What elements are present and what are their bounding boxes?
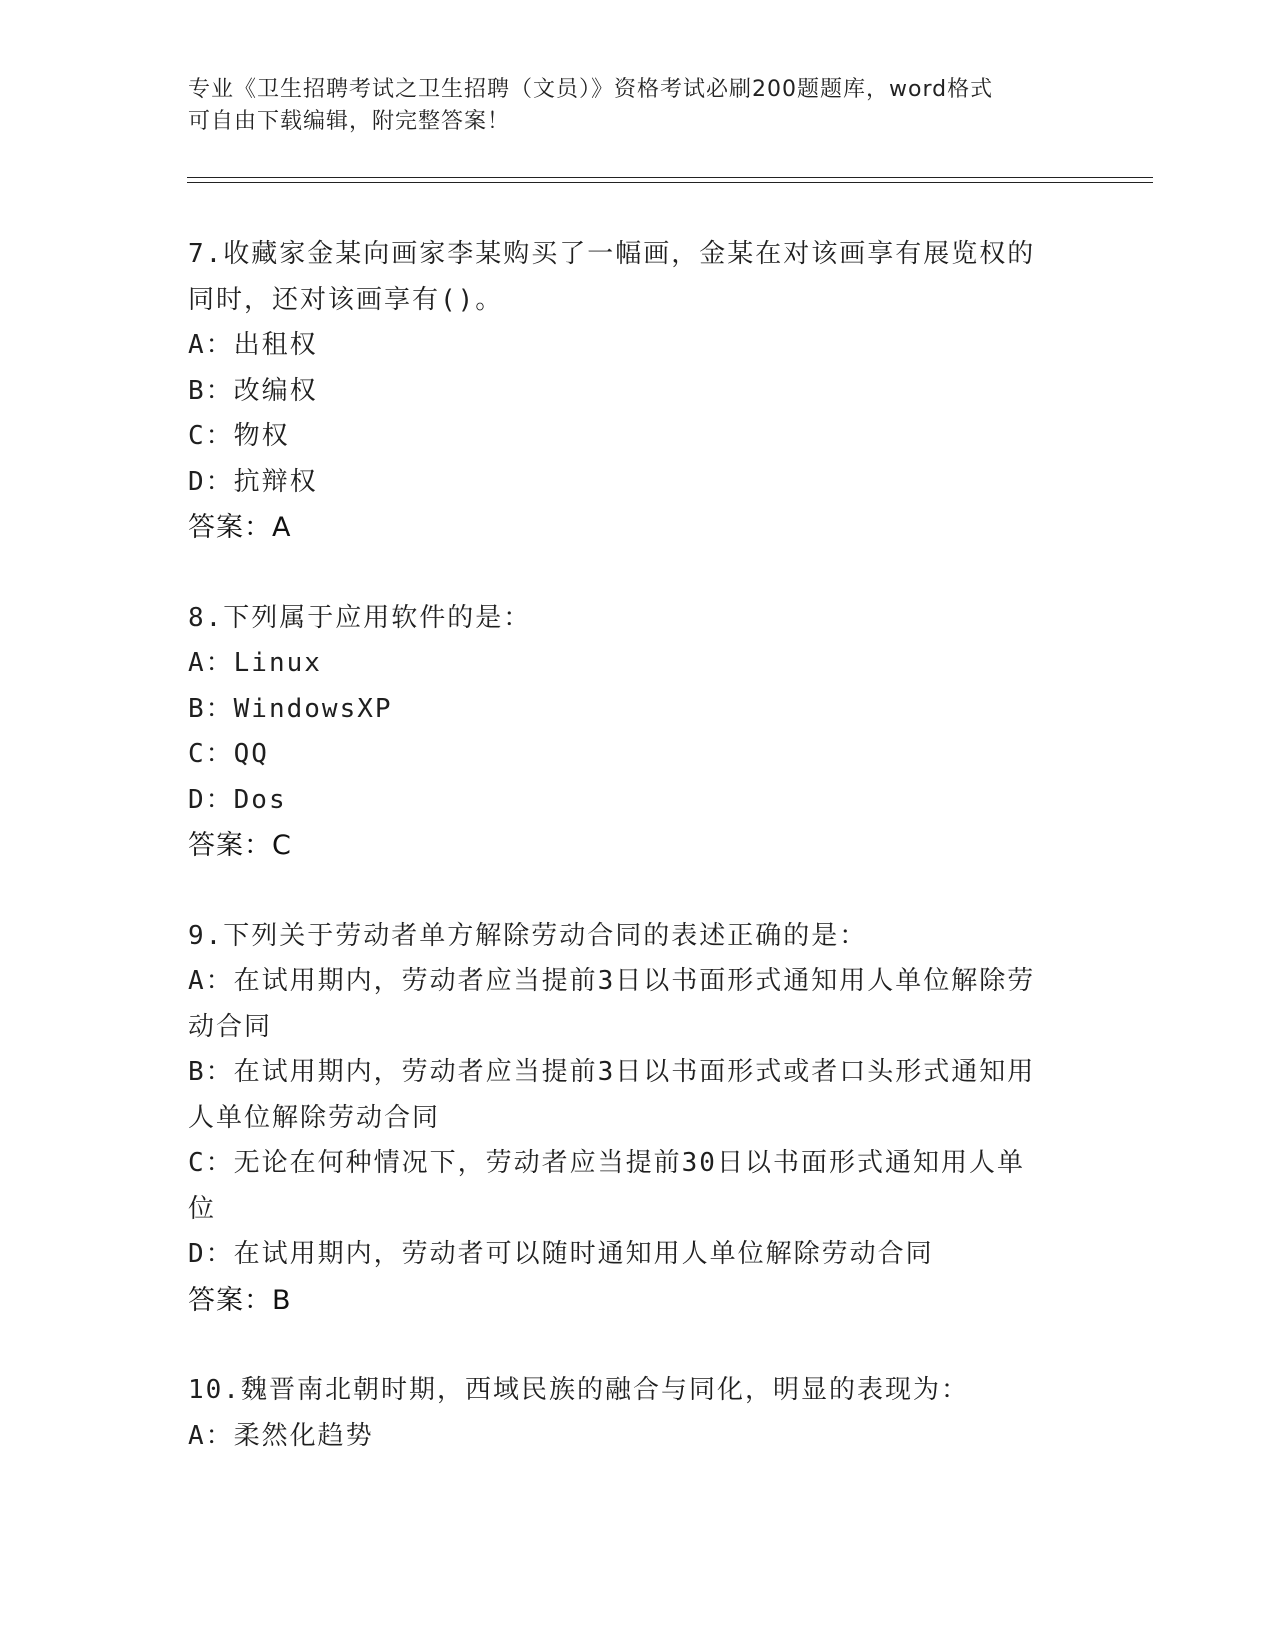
option-d: D：在试用期内，劳动者可以随时通知用人单位解除劳动合同 [188,1239,934,1269]
answer-line: 答案：C [188,830,292,861]
document-header [188,74,1088,138]
question-stem-continued: 同时，还对该画享有()。 [188,284,504,315]
option-b: B：WindowsXP [188,693,393,724]
option-a: A：Linux [188,648,322,678]
option-a: A：柔然化趋势 [188,1420,374,1451]
option-a: A：出租权 [188,330,318,360]
question-7 [188,232,1088,551]
question-8 [188,596,1088,869]
option-a: A：在试用期内，劳动者应当提前3日以书面形式通知用人单位解除劳 [188,966,1036,996]
option-b-continued: 人单位解除劳动合同 [188,1102,441,1133]
option-c: C：无论在何种情况下，劳动者应当提前30日以书面形式通知用人单 [188,1148,1025,1178]
option-b: B：在试用期内，劳动者应当提前3日以书面形式或者口头形式通知用 [188,1057,1036,1087]
option-d: D：Dos [188,784,287,815]
header-divider-top [187,177,1153,178]
header-line-1: 专业《卫生招聘考试之卫生招聘（文员）》资格考试必刷200题题库，word格式 [188,77,994,102]
question-10 [188,1368,1088,1459]
option-c: C：物权 [188,421,290,451]
option-b: B：改编权 [188,375,318,406]
question-stem: 7.收藏家金某向画家李某购买了一幅画，金某在对该画享有展览权的 [188,239,1036,269]
header-divider-bottom [187,182,1153,183]
question-stem: 10.魏晋南北朝时期，西域民族的融合与同化，明显的表现为： [188,1375,969,1405]
question-stem: 8.下列属于应用软件的是： [188,602,532,633]
question-list [188,232,1088,1459]
option-d: D：抗辩权 [188,466,318,497]
header-line-2: 可自由下载编辑，附完整答案！ [188,109,511,134]
question-9 [188,914,1088,1324]
option-c-continued: 位 [188,1193,217,1224]
question-stem: 9.下列关于劳动者单方解除劳动合同的表述正确的是： [188,920,868,951]
answer-line: 答案：B [188,1284,292,1316]
option-a-continued: 动合同 [188,1011,273,1042]
option-c: C：QQ [188,739,269,769]
answer-line: 答案：A [188,512,292,543]
